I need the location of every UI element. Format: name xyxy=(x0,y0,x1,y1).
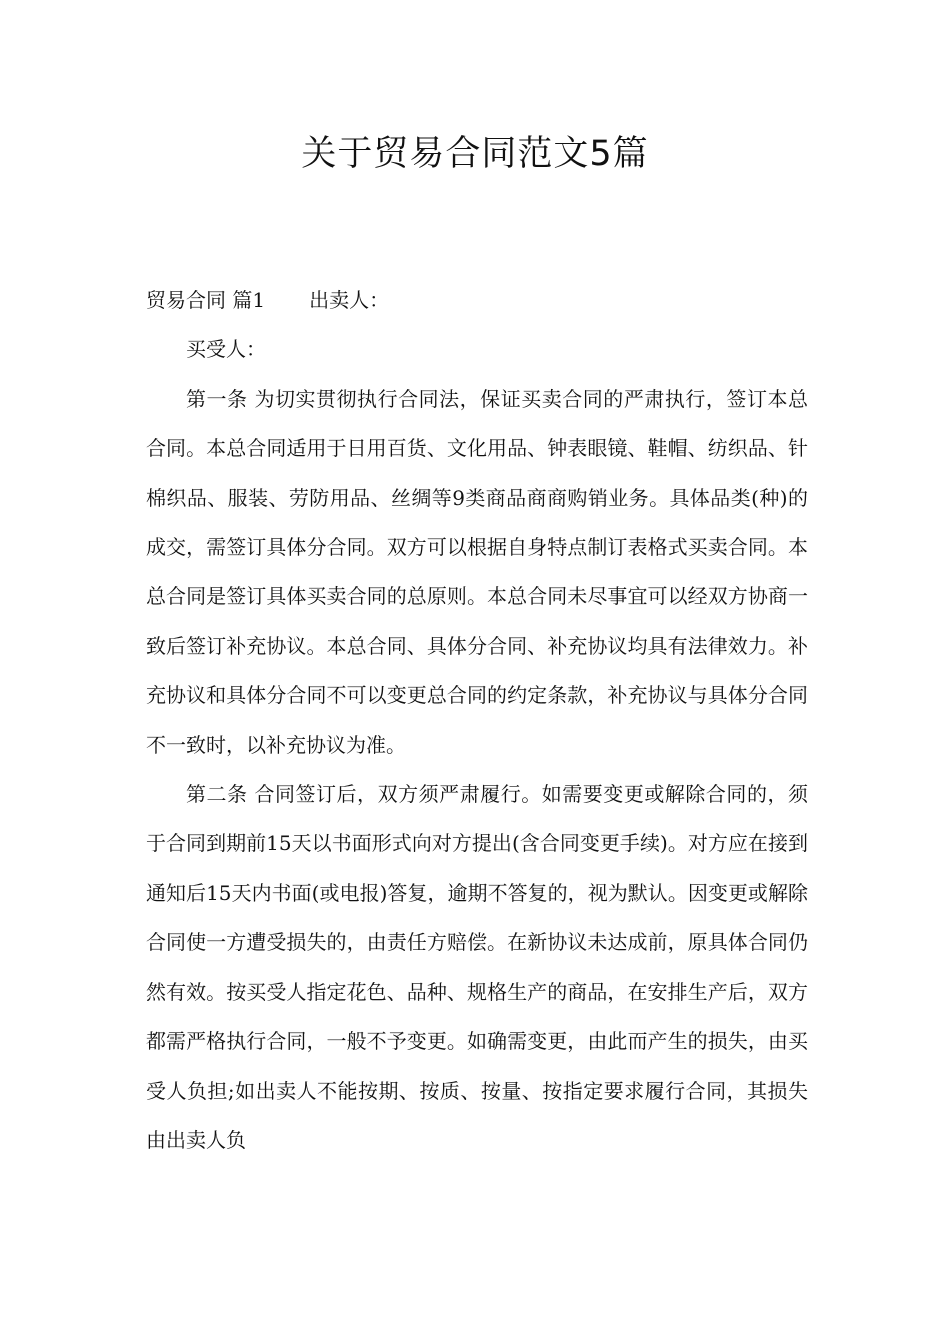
contract-heading-line xyxy=(146,276,808,325)
contract-section-heading: 贸易合同 篇1 xyxy=(146,288,266,312)
article-one-paragraph: 第一条 为切实贯彻执行合同法，保证买卖合同的严肃执行，签订本总合同。本总合同适用于日用百货、文化用品、钟表眼镜、鞋帽、纺织品、针棉织品、服装、劳防用品、丝绸等9类商品商商购销业务。具体品类(种)的成交，需签订具体分合同。双方可以根据自身特点制订表格式买卖合同。本总合同是签订具体买卖合同的总原则。本总合同未尽事宜可以经双方协商一致后签订补充协议。本总合同、具体分合同、补充协议均具有法律效力。补充协议和具体分合同不可以变更总合同的约定条款，补充协议与具体分合同不一致时，以补充协议为准。 xyxy=(146,386,808,757)
document-body xyxy=(146,276,808,1165)
buyer-label: 买受人： xyxy=(186,337,266,362)
seller-label: 出卖人： xyxy=(309,288,390,312)
document-title: 关于贸易合同范文5篇 xyxy=(301,134,649,174)
article-two-paragraph: 第二条 合同签订后，双方须严肃履行。如需要变更或解除合同的，须于合同到期前15天以书面形式向对方提出(含合同变更手续)。对方应在接到通知后15天内书面(或电报)答复，逾期不答复的，视为默认。因变更或解除合同使一方遭受损失的，由责任方赔偿。在新协议未达成前，原具体合同仍然有效。按买受人指定花色、品种、规格生产的商品，在安排生产后，双方都需严格执行合同，一般不予变更。如确需变更，由此而产生的损失，由买受人负担;如出卖人不能按期、按质、按量、按指定要求履行合同，其损失由出卖人负 xyxy=(146,782,808,1152)
